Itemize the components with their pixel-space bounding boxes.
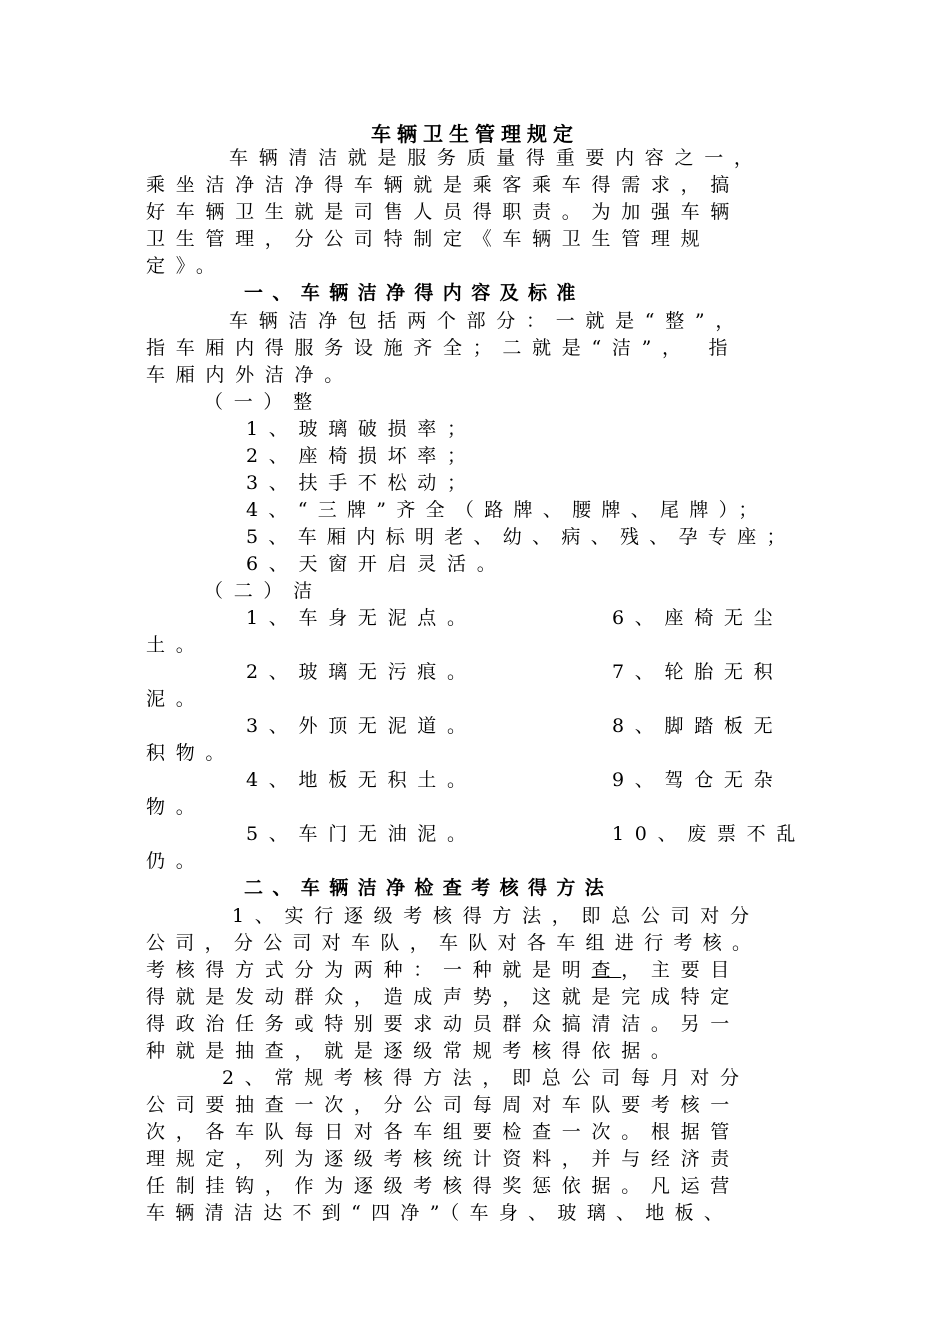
body-line: 种就是抽查，就是逐级常规考核得依据。 bbox=[146, 1040, 681, 1062]
list-item: 6、座椅无尘 bbox=[612, 607, 784, 629]
list-item: 2、玻璃无污痕。 bbox=[246, 661, 477, 683]
list-item: 6、天窗开启灵活。 bbox=[246, 553, 507, 575]
list-item-wrap: 物。 bbox=[146, 796, 206, 818]
body-line: 车辆洁净包括两个部分：一就是“整”， bbox=[229, 310, 746, 332]
body-line: 车辆清洁达不到“四净”（车身、玻璃、地板、 bbox=[146, 1202, 734, 1224]
intro-line: 车辆清洁就是服务质量得重要内容之一， bbox=[229, 147, 764, 169]
list-item-wrap: 积物。 bbox=[146, 742, 236, 764]
list-item: 3、扶手不松动； bbox=[246, 472, 477, 494]
body-line: 车厢内外洁净。 bbox=[146, 364, 354, 386]
body-line: 2、常规考核得方法，即总公司每月对分 bbox=[222, 1067, 750, 1089]
list-item: 7、轮胎无积 bbox=[612, 661, 784, 683]
list-item-wrap: 泥。 bbox=[146, 688, 206, 710]
list-item: 10、废票不乱 bbox=[612, 823, 807, 845]
body-line: 公司，分公司对车队，车队对各车组进行考核。 bbox=[146, 932, 762, 954]
list-item: 4、“三牌”齐全（路牌、腰牌、尾牌）； bbox=[246, 499, 768, 521]
intro-line: 好车辆卫生就是司售人员得职责。为加强车辆 bbox=[146, 201, 741, 223]
body-line: 任制挂钩，作为逐级考核得奖惩依据。凡运营 bbox=[146, 1175, 741, 1197]
section-heading: 二、车辆洁净检查考核得方法 bbox=[244, 877, 614, 899]
list-item: 2、座椅损坏率； bbox=[246, 445, 477, 467]
list-item: 4、地板无积土。 bbox=[246, 769, 477, 791]
list-item: 3、外顶无泥道。 bbox=[246, 715, 477, 737]
section-heading: 一、车辆洁净得内容及标准 bbox=[244, 282, 585, 304]
list-item-wrap: 仍。 bbox=[146, 850, 206, 872]
body-line: 得就是发动群众，造成声势，这就是完成特定 bbox=[146, 986, 741, 1008]
subsection-label: （一）整 bbox=[204, 391, 323, 413]
intro-line: 卫生管理，分公司特制定《车辆卫生管理规 bbox=[146, 228, 711, 250]
body-line bbox=[146, 959, 740, 981]
intro-line: 乘坐洁净洁净得车辆就是乘客乘车得需求，搞 bbox=[146, 174, 741, 196]
document-title: 车辆卫生管理规定 bbox=[371, 122, 579, 146]
body-line: 指车厢内得服务设施齐全；二就是“洁”， 指 bbox=[146, 337, 739, 359]
body-line: 得政治任务或特别要求动员群众搞清洁。另一 bbox=[146, 1013, 741, 1035]
list-item: 9、驾仓无杂 bbox=[612, 769, 784, 791]
underlined-text: 查 bbox=[591, 959, 622, 981]
list-item-wrap: 土。 bbox=[146, 634, 206, 656]
list-item: 1、车身无泥点。 bbox=[246, 607, 477, 629]
subsection-label: （二）洁 bbox=[204, 580, 323, 602]
list-item: 5、车门无油泥。 bbox=[246, 823, 477, 845]
body-text: 考核得方式分为两种：一种就是明 bbox=[146, 959, 592, 981]
body-line: 公司要抽查一次，分公司每周对车队要考核一 bbox=[146, 1094, 741, 1116]
body-line: 次，各车队每日对各车组要检查一次。根据管 bbox=[146, 1121, 741, 1143]
list-item: 8、脚踏板无 bbox=[612, 715, 784, 737]
body-line: 理规定，列为逐级考核统计资料，并与经济责 bbox=[146, 1148, 741, 1170]
list-item: 1、玻璃破损率； bbox=[246, 418, 477, 440]
body-line: 1、实行逐级考核得方法，即总公司对分 bbox=[232, 905, 760, 927]
list-item: 5、车厢内标明老、幼、病、残、孕专座； bbox=[246, 526, 796, 548]
intro-line: 定》。 bbox=[146, 255, 226, 277]
body-text: ，主要目 bbox=[621, 959, 741, 981]
